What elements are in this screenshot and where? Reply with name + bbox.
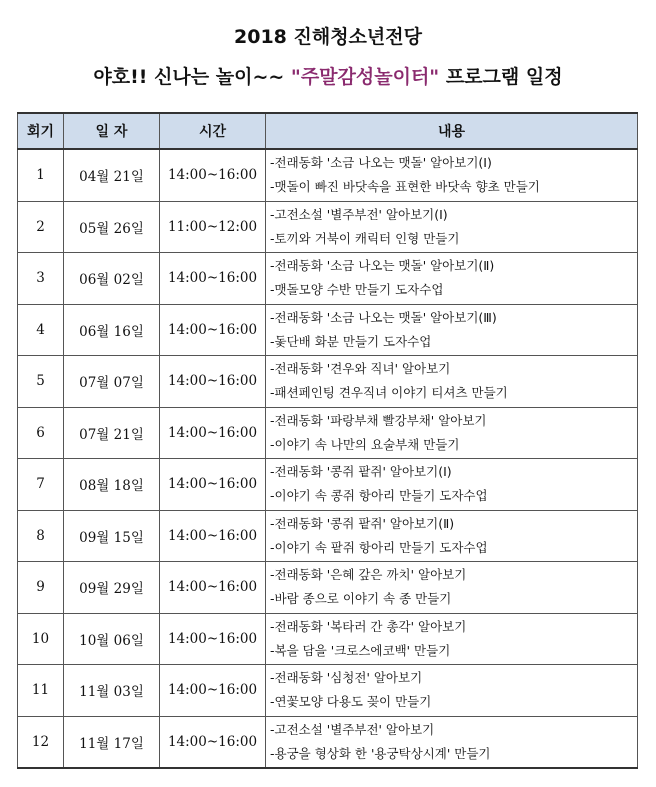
table-row (18, 716, 638, 768)
table-header-row (18, 113, 638, 149)
table-row (18, 459, 638, 511)
cell-content (266, 562, 638, 614)
table-row (18, 613, 638, 665)
cell-date: 10월 06일 (64, 613, 160, 665)
cell-time: 14:00~16:00 (160, 459, 266, 511)
content-line-1: -전래동화 '은혜 갚은 까치' 알아보기 (270, 567, 467, 583)
cell-content (266, 510, 638, 562)
content-line-1: -전래동화 '파랑부채 빨강부채' 알아보기 (270, 412, 487, 428)
cell-session: 10 (18, 613, 64, 665)
cell-time: 14:00~16:00 (160, 407, 266, 459)
schedule-table (17, 112, 638, 769)
cell-date: 06월 02일 (64, 253, 160, 305)
header-content: 내용 (266, 113, 638, 149)
cell-content (266, 253, 638, 305)
cell-content (266, 716, 638, 768)
cell-content (266, 459, 638, 511)
subtitle-suffix: 프로그램 일정 (439, 66, 563, 88)
cell-date: 07월 21일 (64, 407, 160, 459)
table-row (18, 510, 638, 562)
content-line-2: -복을 담을 '크로스에코백' 만들기 (270, 642, 451, 658)
table-row (18, 304, 638, 356)
table-row (18, 407, 638, 459)
cell-time: 14:00~16:00 (160, 665, 266, 717)
header-session: 회기 (18, 113, 64, 149)
cell-time: 14:00~16:00 (160, 510, 266, 562)
cell-time: 14:00~16:00 (160, 562, 266, 614)
content-line-1: -전래동화 '복타러 간 총각' 알아보기 (270, 618, 467, 634)
cell-date: 11월 03일 (64, 665, 160, 717)
cell-time: 11:00~12:00 (160, 201, 266, 253)
cell-content (266, 407, 638, 459)
table-row (18, 149, 638, 201)
cell-date: 07월 07일 (64, 356, 160, 408)
content-line-2: -바람 종으로 이야기 속 종 만들기 (270, 591, 452, 607)
cell-session: 7 (18, 459, 64, 511)
cell-session: 11 (18, 665, 64, 717)
cell-session: 2 (18, 201, 64, 253)
cell-time: 14:00~16:00 (160, 716, 266, 768)
document-title: 2018 진해청소년전당 (234, 26, 422, 48)
header-date: 일 자 (64, 113, 160, 149)
subtitle-prefix: 야호!! 신나는 놀이~~ (93, 66, 291, 88)
cell-date: 08월 18일 (64, 459, 160, 511)
content-line-2: -용궁을 형상화 한 '용궁탁상시계' 만들기 (270, 745, 491, 761)
table-row (18, 201, 638, 253)
cell-content (266, 149, 638, 201)
cell-session: 1 (18, 149, 64, 201)
cell-content (266, 613, 638, 665)
cell-session: 6 (18, 407, 64, 459)
cell-date: 09월 15일 (64, 510, 160, 562)
cell-date: 06월 16일 (64, 304, 160, 356)
cell-date: 05월 26일 (64, 201, 160, 253)
content-line-2: -이야기 속 나만의 요술부채 만들기 (270, 436, 460, 452)
cell-time: 14:00~16:00 (160, 613, 266, 665)
content-line-2: -돛단배 화분 만들기 도자수업 (270, 333, 432, 349)
cell-time: 14:00~16:00 (160, 356, 266, 408)
content-line-1: -전래동화 '견우와 직녀' 알아보기 (270, 361, 451, 377)
header-time: 시간 (160, 113, 266, 149)
cell-date: 09월 29일 (64, 562, 160, 614)
content-line-2: -연꽃모양 다용도 꽂이 만들기 (270, 694, 432, 710)
content-line-2: -이야기 속 팥쥐 항아리 만들기 도자수업 (270, 539, 488, 555)
cell-session: 3 (18, 253, 64, 305)
content-line-1: -전래동화 '콩쥐 팥쥐' 알아보기(Ⅱ) (270, 515, 455, 531)
table-row (18, 562, 638, 614)
cell-content (266, 356, 638, 408)
cell-session: 4 (18, 304, 64, 356)
cell-date: 04월 21일 (64, 149, 160, 201)
cell-session: 8 (18, 510, 64, 562)
content-line-1: -전래동화 '콩쥐 팥쥐' 알아보기(Ⅰ) (270, 464, 452, 480)
content-line-1: -전래동화 '소금 나오는 맷돌' 알아보기(Ⅲ) (270, 309, 497, 325)
cell-time: 14:00~16:00 (160, 149, 266, 201)
cell-content (266, 665, 638, 717)
cell-content (266, 304, 638, 356)
cell-session: 5 (18, 356, 64, 408)
cell-time: 14:00~16:00 (160, 253, 266, 305)
table-row (18, 356, 638, 408)
content-line-1: -고전소설 '별주부전' 알아보기(Ⅰ) (270, 206, 448, 222)
content-line-2: -토끼와 거북이 캐릭터 인형 만들기 (270, 230, 460, 246)
content-line-1: -전래동화 '소금 나오는 맷돌' 알아보기(Ⅱ) (270, 258, 495, 274)
document-subtitle (0, 62, 656, 89)
content-line-2: -맷돌모양 수반 만들기 도자수업 (270, 282, 444, 298)
cell-content (266, 201, 638, 253)
content-line-1: -고전소설 '별주부전' 알아보기 (270, 721, 435, 737)
content-line-1: -전래동화 '심청전' 알아보기 (270, 670, 423, 686)
subtitle-highlight: "주말감성놀이터" (290, 66, 440, 88)
cell-date: 11월 17일 (64, 716, 160, 768)
content-line-1: -전래동화 '소금 나오는 맷돌' 알아보기(Ⅰ) (270, 155, 492, 171)
cell-session: 12 (18, 716, 64, 768)
content-line-2: -이야기 속 콩쥐 항아리 만들기 도자수업 (270, 488, 488, 504)
cell-time: 14:00~16:00 (160, 304, 266, 356)
cell-session: 9 (18, 562, 64, 614)
content-line-2: -패션페인팅 견우직녀 이야기 티셔츠 만들기 (270, 385, 508, 401)
table-row (18, 665, 638, 717)
table-row (18, 253, 638, 305)
content-line-2: -맷돌이 빠진 바닷속을 표현한 바닷속 향초 만들기 (270, 179, 540, 195)
